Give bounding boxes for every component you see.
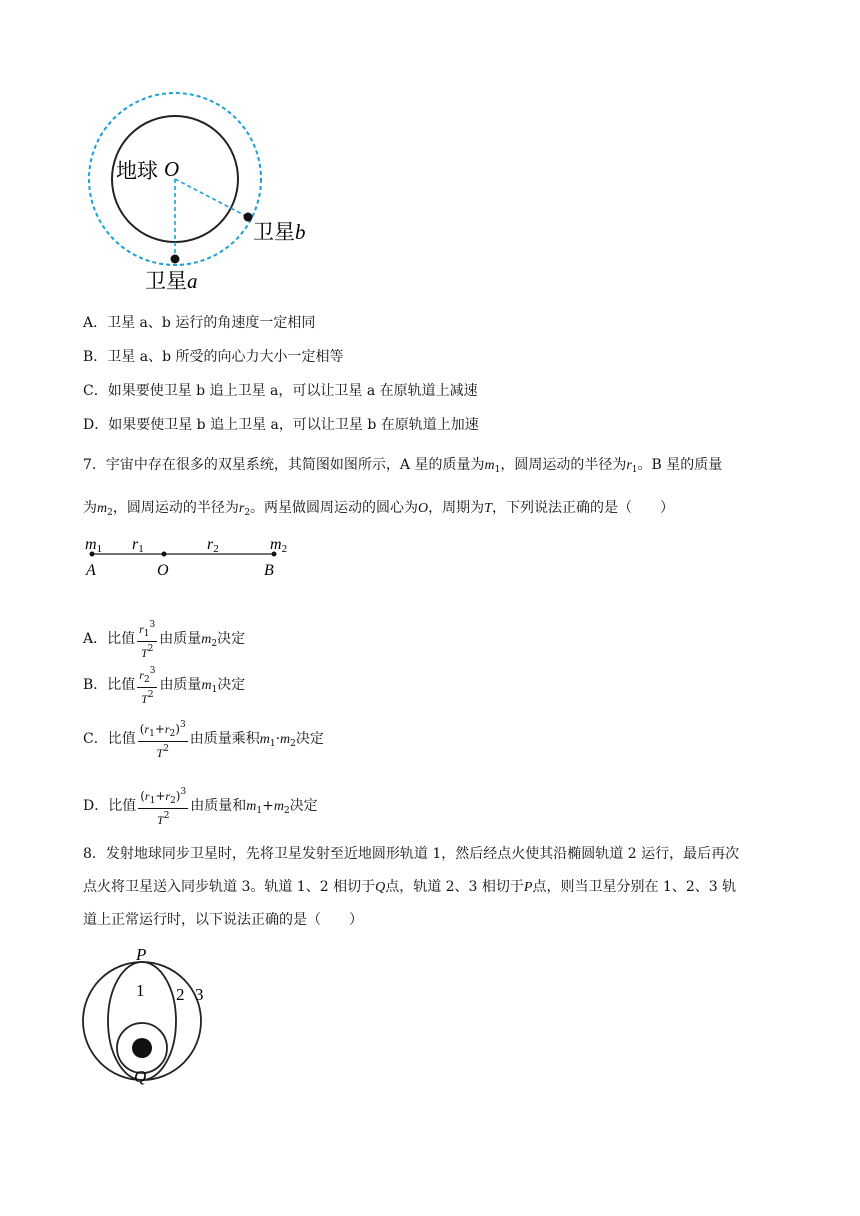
label-A: A [86, 562, 96, 579]
label-m2: m2 [270, 536, 288, 555]
label-orbit-2: 2 [176, 985, 185, 1004]
label-orbit-3: 3 [195, 985, 204, 1004]
q6-option-d: D．如果要使卫星 b 追上卫星 a，可以让卫星 b 在原轨道上加速 [83, 417, 479, 433]
q7-stem-line2: 为$m_2$，圆周运动的半径为$r_2$。两星做圆周运动的圆心为O，周期为T，下列说法正确的是（ ） [83, 500, 674, 518]
orbit-transfer-figure [78, 944, 228, 1086]
q8-stem-line3: 道上正常运行时，以下说法正确的是（ ） [83, 912, 363, 928]
q6-option-b: B．卫星 a、b 所受的向心力大小一定相等 [83, 349, 344, 365]
orbit-2-ellipse [108, 962, 176, 1080]
earth-satellites-figure [80, 92, 330, 297]
q7-option-d: D．比值 $\frac{(r_1+r_2)^3}{T^2}$ 由质量和$m_1+m_2$决定 [83, 787, 318, 827]
orbit-3-circle [83, 962, 201, 1080]
satellite-a-label: 卫星a [145, 269, 198, 293]
label-O: O [157, 562, 169, 579]
q8-stem-line1: 8．发射地球同步卫星时，先将卫星发射至近地圆形轨道 1，然后经点火使其沿椭圆轨道 2 运行，最后再次 [83, 846, 740, 862]
earth-dot [132, 1038, 152, 1058]
q7-option-a: A．比值 $\frac{r_1^3}{T^2}$ 由质量$m_2$决定 [83, 620, 246, 660]
q8-stem-line2: 点火将卫星送入同步轨道 3。轨道 1、2 相切于Q点，轨道 2、3 相切于P点，则当卫星分别在 1、2、3 轨 [83, 879, 737, 895]
binary-star-figure [82, 534, 302, 580]
satellite-a-dot [171, 255, 180, 264]
q7-option-b: B．比值 $\frac{r_2^3}{T^2}$ 由质量$m_1$决定 [83, 666, 246, 706]
center-o-dot [162, 552, 167, 557]
q7-stem-line1: 7．宇宙中存在很多的双星系统，其简图如图所示，A 星的质量为$m_1$，圆周运动的半径为$r_1$。B 星的质量 [83, 457, 723, 475]
label-r2: r2 [207, 536, 219, 555]
satellite-b-dot [244, 213, 253, 222]
label-m1: m1 [85, 536, 103, 555]
label-Q: Q [134, 1067, 147, 1086]
label-orbit-1: 1 [136, 981, 145, 1000]
label-r1: r1 [132, 536, 144, 555]
q6-option-c: C．如果要使卫星 b 追上卫星 a，可以让卫星 a 在原轨道上减速 [83, 383, 478, 399]
label-B: B [264, 562, 274, 579]
q6-option-a: A．卫星 a、b 运行的角速度一定相同 [83, 315, 316, 331]
earth-label: 地球 [116, 159, 158, 183]
q7-option-c: C．比值 $\frac{(r_1+r_2)^3}{T^2}$ 由质量乘积$m_1\cdot m_2$决定 [83, 720, 324, 760]
label-P: P [136, 945, 147, 964]
center-label: O [164, 157, 180, 181]
satellite-b-label: 卫星b [253, 220, 306, 244]
